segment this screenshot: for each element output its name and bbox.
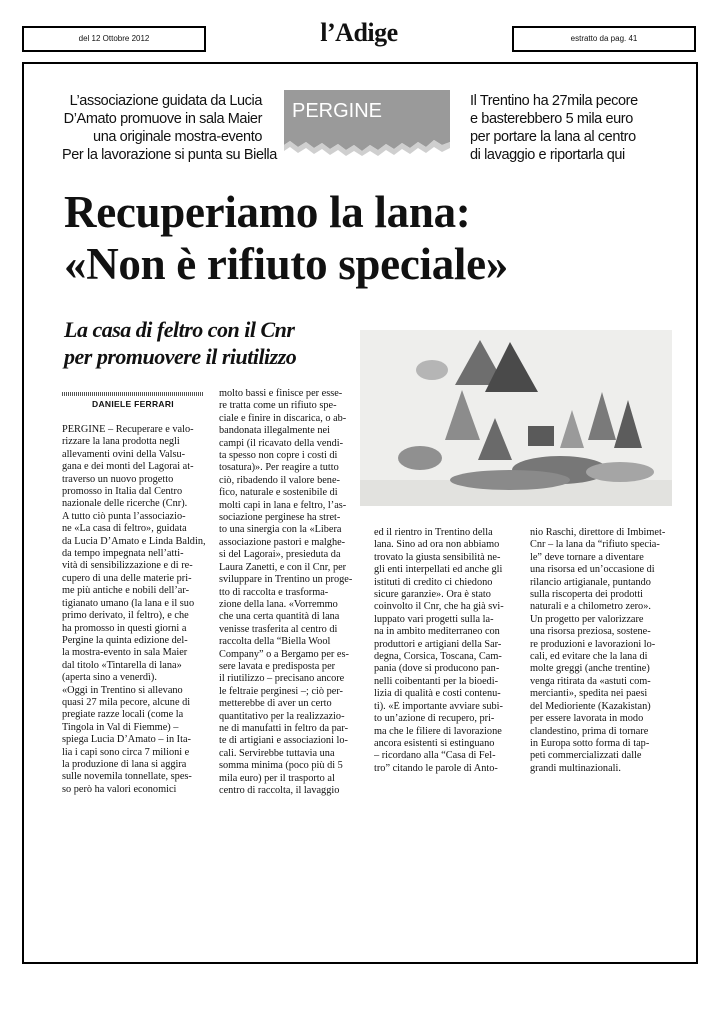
body-text-line: gli enti interpellati ed anche gli xyxy=(374,564,503,576)
article-photo xyxy=(360,330,672,506)
body-text-line: tro” citando le parole di Anto- xyxy=(374,762,498,774)
body-text-line: da tempo impegnata nell’atti- xyxy=(62,548,184,560)
photo-felt-hat xyxy=(398,446,442,470)
body-text-line: «Oggi in Trentino si allevano xyxy=(62,684,183,696)
body-text-line: grandi multinazionali. xyxy=(530,762,621,774)
body-text-line: tigianato umano (la lana e il suo xyxy=(62,597,195,609)
body-text-line: mercianti», spedita nei paesi xyxy=(530,688,648,700)
body-text-line: vità di sensibilizzazione e di re- xyxy=(62,560,193,572)
body-text-line: lana. Sino ad ora non abbiamo xyxy=(374,539,500,551)
body-text-line: to una sinergia con la «Libera xyxy=(219,524,342,536)
body-text-line: associazione pastori e malghe- xyxy=(219,536,346,548)
article-column-1 xyxy=(62,424,206,796)
body-text-line: traverso un nuovo progetto xyxy=(62,473,174,485)
page-reference: estratto da pag. 41 xyxy=(570,34,638,43)
body-text-line: campi (il ricavato della vendi- xyxy=(219,437,344,449)
body-text-line: pregiate razze locali (come la xyxy=(62,709,184,721)
byline-rule xyxy=(62,392,204,396)
body-text-line: Un progetto per valorizzare xyxy=(530,613,644,625)
body-text-line: per essere lavorata in modo xyxy=(530,713,644,725)
body-text-line: ne «La casa di feltro», guidata xyxy=(62,523,187,535)
body-text-line: bandonata illegalmente nei xyxy=(219,425,330,437)
body-text-line: si del Lagorai», presieduta da xyxy=(219,549,341,561)
body-text-line: sviluppare in Trentino un proge- xyxy=(219,574,353,586)
body-text-line: A tutto ciò punta l’associazio- xyxy=(62,510,186,522)
body-text-line: luppato vari progetti sulla la- xyxy=(374,613,494,625)
body-text-line: una risorsa ed un’occasione di xyxy=(530,564,655,576)
body-text-line: coinvolto il Cnr, che ha già svi- xyxy=(374,601,504,613)
article-column-4 xyxy=(530,527,674,775)
body-text-line: primo derivato, il feltro), e che xyxy=(62,610,189,622)
photo-felt-block xyxy=(528,426,554,446)
body-text-line: to un’azione di recupero, pri- xyxy=(374,713,495,725)
body-text-line: re produzioni e lavorazioni lo- xyxy=(530,638,656,650)
body-text-line: peti commercializzati dalle xyxy=(530,750,642,762)
body-text-line: sulla riscoperta dei prodotti xyxy=(530,589,643,601)
body-text-line: istituti di credito ci chiedono xyxy=(374,576,493,588)
body-text-line: re tratta come un rifiuto spe- xyxy=(219,400,337,412)
body-text-line: na in ambito mediterraneo con xyxy=(374,626,500,638)
body-text-line: venga ritirata da «astuti com- xyxy=(530,675,651,687)
headline xyxy=(64,186,664,290)
headline-line: Recuperiamo la lana: xyxy=(64,187,471,237)
body-text-line: spiega Lucia D’Amato – in Ita- xyxy=(62,734,191,746)
body-text-line: fico, naturale e sostenibile di xyxy=(219,487,338,499)
photo-felt-pile-2 xyxy=(586,462,654,482)
body-text-line: ta spesso non copre i costi di xyxy=(219,450,338,462)
body-text-line: rilancio artigianale, puntando xyxy=(530,576,651,588)
body-text-line: tosatura)». Per reagire a tutto xyxy=(219,462,339,474)
body-text-line: ha promosso in questi giorni a xyxy=(62,622,187,634)
body-text-line: le feltraie perginesi –; ciò per- xyxy=(219,685,343,697)
body-text-line: me più antiche e nobili dell’ar- xyxy=(62,585,190,597)
article-column-2 xyxy=(219,388,363,797)
body-text-line: nio Raschi, direttore di Imbimet- xyxy=(530,527,666,538)
body-text-line: pania (dove si producono pan- xyxy=(374,663,500,675)
body-text-line: sociazione perginese ha stret- xyxy=(219,512,341,524)
body-text-line: cali, ed evitare che la lana di xyxy=(530,651,648,663)
section-label xyxy=(284,90,450,156)
body-text-line: ancora esistenti si estinguano xyxy=(374,737,495,749)
body-text-line: centro di raccolta, il lavaggio xyxy=(219,785,340,796)
body-text-line: gana e dei monti del Lagorai at- xyxy=(62,461,194,473)
body-text-line: da Lucia D’Amato e Linda Baldin, xyxy=(62,535,206,547)
article-column-3 xyxy=(374,527,518,775)
body-text-line: cali. Servirebbe tuttavia una xyxy=(219,747,335,759)
body-text-line: degna, Corsica, Toscana, Cam- xyxy=(374,651,502,663)
body-text-line: lia i capi sono circa 7 milioni e xyxy=(62,746,190,758)
kicker-right-line: e basterebbero 5 mila euro xyxy=(470,111,633,127)
body-text-line: – ricordano alla “Casa di Fel- xyxy=(374,750,496,762)
body-text-line: ciò, ribadendo il valore bene- xyxy=(219,474,340,486)
body-text-line: il riutilizzo – precisano ancore xyxy=(219,673,345,685)
body-text-line: promosso in Italia dal Centro xyxy=(62,486,183,498)
kicker-left-line: D’Amato promuove in sala Maier xyxy=(63,111,262,127)
body-text-line: clandestino, prima di tornare xyxy=(530,725,649,737)
kicker-left-line: L’associazione guidata da Lucia xyxy=(69,93,262,109)
body-text-line: ti). «È importante avviare subi- xyxy=(374,700,503,712)
body-text-line: la produzione di lana si aggira xyxy=(62,758,187,770)
body-text-line: molti capi in lana e feltro, l’as- xyxy=(219,499,347,511)
body-text-line: ed il rientro in Trentino della xyxy=(374,527,493,538)
body-text-line: zione della lana. «Vorremmo xyxy=(219,598,338,610)
body-text-line: Company” o a Bergamo per es- xyxy=(219,648,349,660)
body-text-line: quasi 27 mila pecore, alcune di xyxy=(62,696,191,708)
body-text-line: tto di raccolta e trasforma- xyxy=(219,586,329,598)
page-reference-box xyxy=(512,26,696,52)
kicker-left xyxy=(62,92,277,164)
masthead: l’Adige xyxy=(320,18,398,47)
kicker-right-line: per portare la lana al centro xyxy=(470,129,636,145)
body-text-line: Cnr – la lana da “rifiuto specia- xyxy=(530,539,660,551)
section-label-text: PERGINE xyxy=(292,100,383,122)
body-text-line: quantitativo per la realizzazio- xyxy=(219,710,345,722)
subheadline-line: La casa di feltro con il Cnr xyxy=(64,317,295,342)
kicker-right-line: di lavaggio e riportarla qui xyxy=(470,147,625,163)
body-text-line: metterebbe di aver un certo xyxy=(219,698,332,710)
body-text-line: naturali e a chilometro zero». xyxy=(530,601,651,613)
body-text-line: Tingola in Val di Fiemme) – xyxy=(62,721,179,733)
body-text-line: che una certa quantità di lana xyxy=(219,611,340,623)
subheadline-line: per promuovere il riutilizzo xyxy=(64,344,297,369)
photo-felt-ball xyxy=(416,360,448,380)
body-text-line: la mostra-evento in sala Maier xyxy=(62,647,188,659)
body-text-line: Pergine la quinta edizione del- xyxy=(62,634,188,646)
body-text-line: lizia di qualità e costi contenu- xyxy=(374,688,501,700)
body-text-line: cupero di una delle materie pri- xyxy=(62,572,192,584)
body-text-line: raccolta della “Biella Wool xyxy=(219,636,331,648)
body-text-line: nelli coibentanti per la bioedi- xyxy=(374,675,499,687)
subheadline xyxy=(64,316,364,370)
headline-line: «Non è rifiuto speciale» xyxy=(64,239,508,289)
byline: DANIELE FERRARI xyxy=(92,399,174,409)
body-text-line: ciale e finire in discarica, o ab- xyxy=(219,412,347,424)
body-text-line: (aperta sino a venerdì). xyxy=(62,672,157,684)
body-text-line: trovato la giusta sensibilità ne- xyxy=(374,551,501,563)
photo-felt-pile xyxy=(450,470,570,490)
kicker-left-line: Per la lavorazione si punta su Biella xyxy=(62,147,277,163)
body-text-line: somma minima (poco più di 5 xyxy=(219,760,343,772)
body-text-line: in Europa sotto forma di tap- xyxy=(530,737,650,749)
body-text-line: molto bassi e finisce per esse- xyxy=(219,388,343,399)
publication-date: del 12 Ottobre 2012 xyxy=(78,34,150,43)
body-text-line: venisse trasferita al centro di xyxy=(219,623,338,635)
date-box xyxy=(22,26,206,52)
body-text-line: sicure garanzie». Ora è stato xyxy=(374,589,491,601)
body-text-line: sulle novemila tonnellate, spes- xyxy=(62,771,192,783)
body-text-line: rizzare la lana prodotta negli xyxy=(62,436,180,448)
body-text-line: sere lavata e predisposta per xyxy=(219,660,336,672)
kicker-right xyxy=(470,92,670,164)
body-text-line: nazionale delle ricerche (Cnr). xyxy=(62,498,188,510)
body-text-line: mila euro) per il trasporto al xyxy=(219,772,335,784)
body-text-line: so però ha valori economici xyxy=(62,783,177,795)
body-text-line: una risorsa preziosa, sostene- xyxy=(530,626,651,638)
body-text-line: molte greggi (anche trentine) xyxy=(530,663,650,675)
body-text-line: Laura Zanetti, e con il Cnr, per xyxy=(219,561,347,573)
body-text-line: ne di manufatti in feltro da par- xyxy=(219,722,349,734)
kicker-left-line: una originale mostra-evento xyxy=(93,129,262,145)
body-text-line: allevamenti ovini della Valsu- xyxy=(62,448,186,460)
body-text-line: te di artigiani e associazioni lo- xyxy=(219,735,348,747)
kicker-right-line: Il Trentino ha 27mila pecore xyxy=(470,93,638,109)
body-text-line: produttori e artigiani della Sar- xyxy=(374,638,502,650)
body-text-line: ma che le filiere di lavorazione xyxy=(374,725,502,737)
body-text-line: le” deve tornare a diventare xyxy=(530,551,644,563)
body-text-line: PERGINE – Recuperare e valo- xyxy=(62,424,194,435)
body-text-line: del Medioriente (Kazakistan) xyxy=(530,700,651,712)
body-text-line: dal titolo «Tintarella di lana» xyxy=(62,659,182,671)
